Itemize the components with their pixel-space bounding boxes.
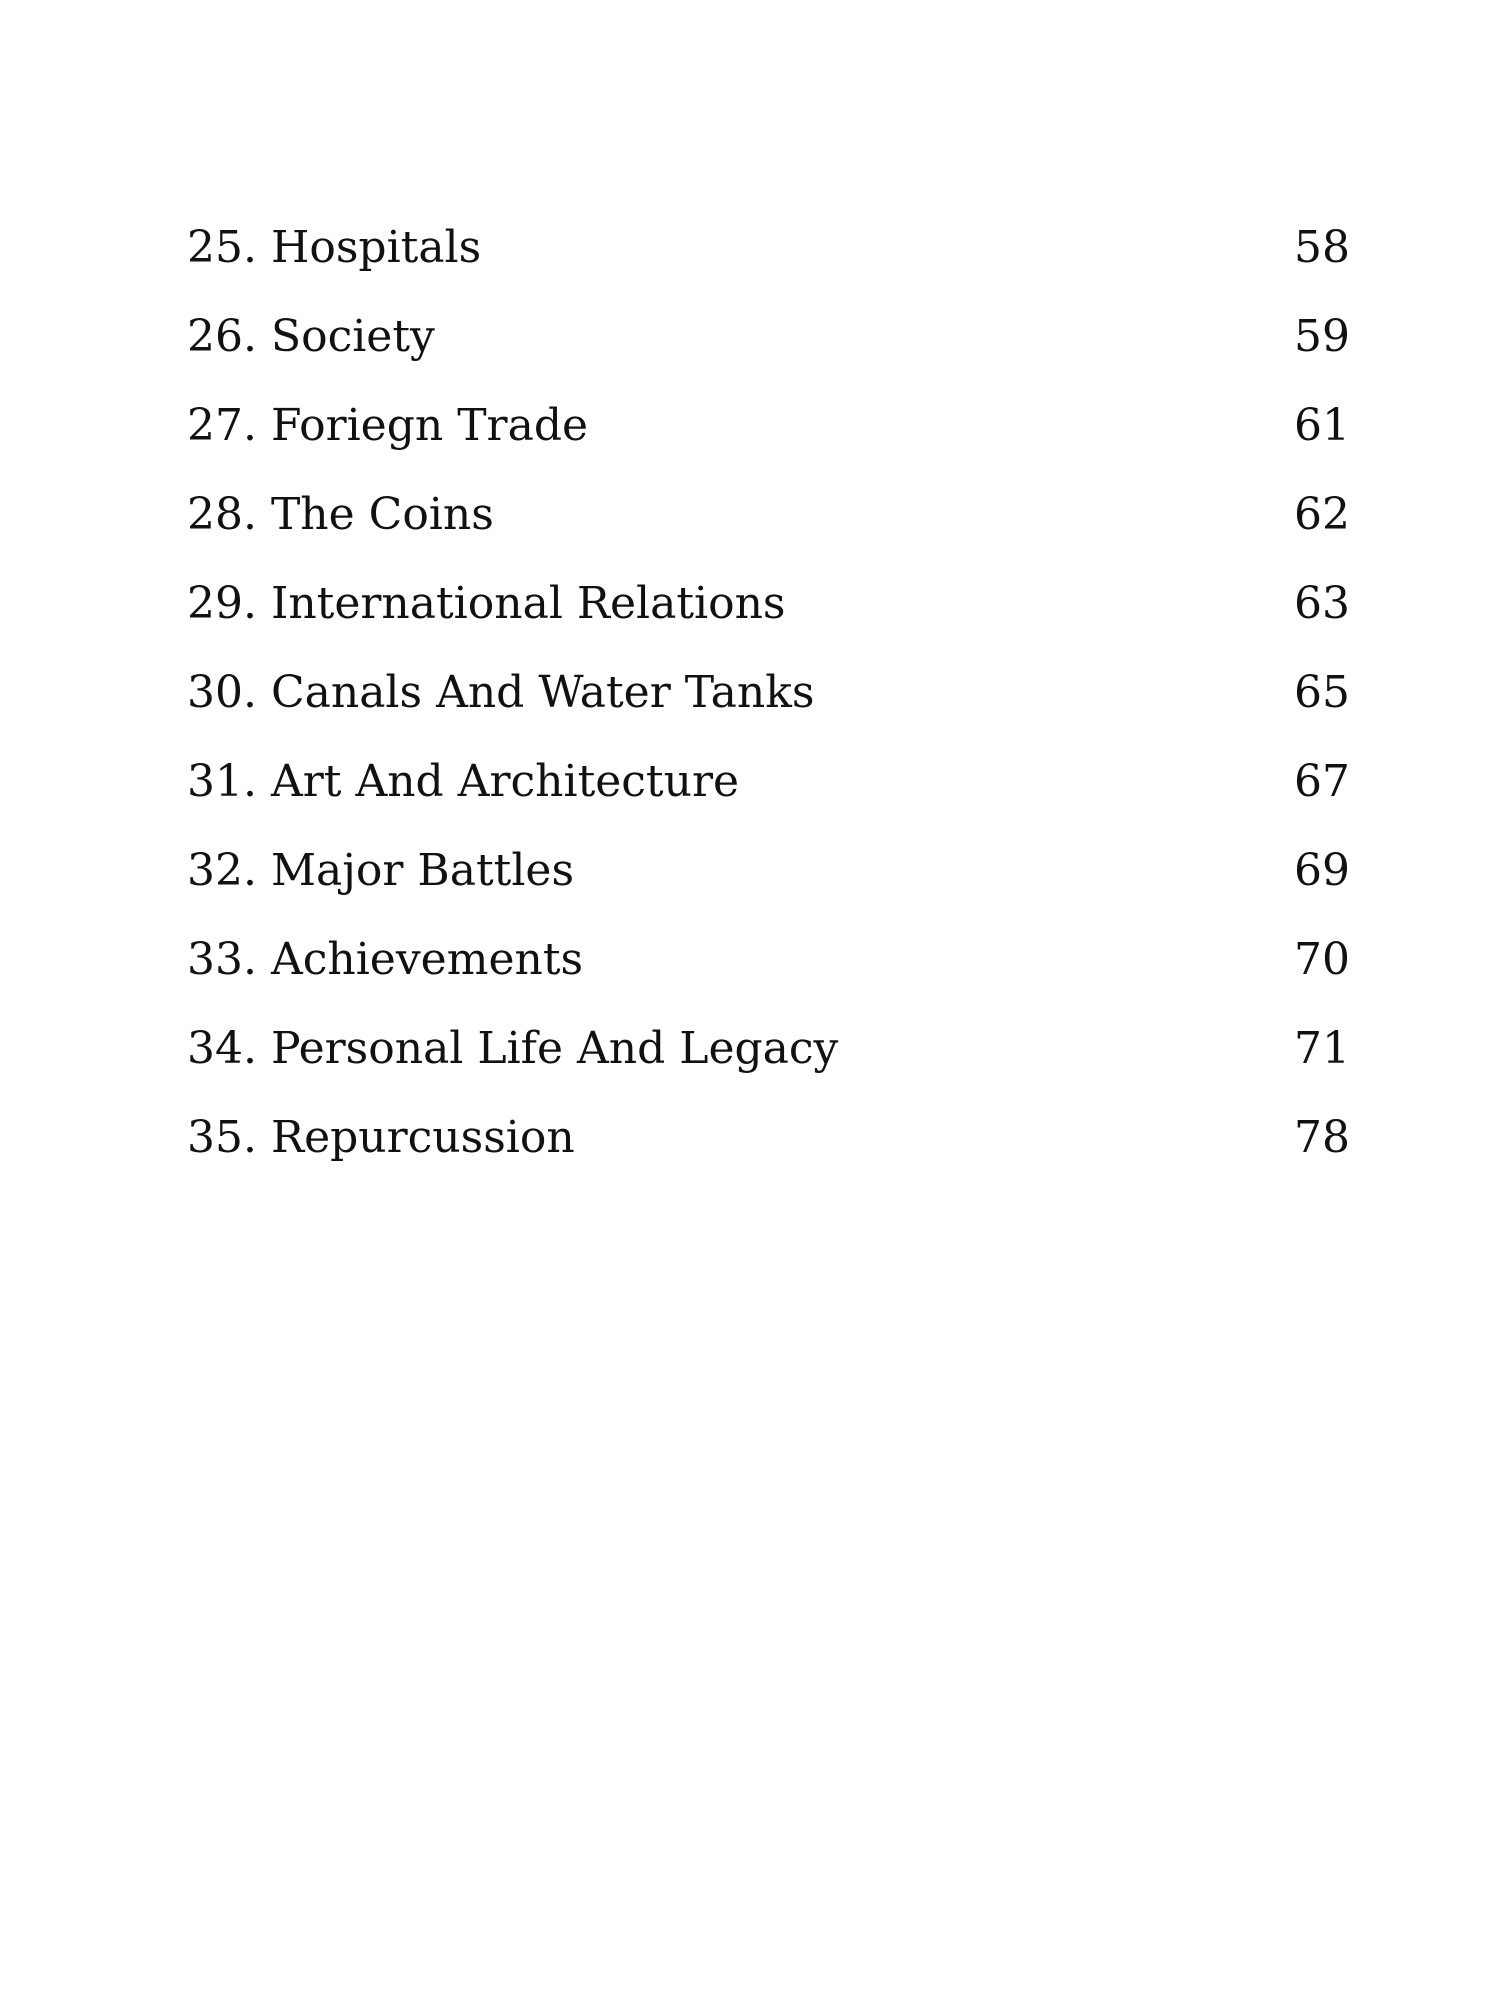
toc-entry [187, 1108, 1350, 1197]
toc-entry [187, 396, 1350, 485]
toc-entry [187, 1019, 1350, 1108]
toc-entry-title: 29. International Relations [187, 578, 786, 629]
toc-entry-title: 27. Foriegn Trade [187, 400, 589, 451]
toc-entry [187, 307, 1350, 396]
toc-entry-page: 70 [1294, 934, 1350, 985]
toc-entry-page: 58 [1294, 222, 1350, 273]
toc-entry-page: 78 [1294, 1112, 1350, 1163]
toc-entry [187, 930, 1350, 1019]
toc-entry-title: 32. Major Battles [187, 845, 575, 896]
toc-entry-page: 71 [1294, 1023, 1350, 1074]
toc-entry-title: 33. Achievements [187, 934, 584, 985]
toc-entry-page: 69 [1294, 845, 1350, 896]
toc-entry-title: 25. Hospitals [187, 222, 482, 273]
toc-entry-title: 31. Art And Architecture [187, 756, 740, 807]
toc-entry [187, 218, 1350, 307]
toc-entry [187, 841, 1350, 930]
toc-entry-title: 26. Society [187, 311, 435, 362]
toc-entry-page: 61 [1294, 400, 1350, 451]
toc-entry [187, 663, 1350, 752]
toc-entry-title: 30. Canals And Water Tanks [187, 667, 815, 718]
toc-entry-title: 35. Repurcussion [187, 1112, 575, 1163]
table-of-contents [187, 218, 1350, 1197]
toc-entry-page: 63 [1294, 578, 1350, 629]
toc-entry-page: 62 [1294, 489, 1350, 540]
toc-entry-page: 67 [1294, 756, 1350, 807]
toc-entry [187, 574, 1350, 663]
toc-entry-page: 59 [1294, 311, 1350, 362]
toc-entry [187, 752, 1350, 841]
toc-entry-title: 34. Personal Life And Legacy [187, 1023, 839, 1074]
toc-entry-title: 28. The Coins [187, 489, 494, 540]
toc-entry [187, 485, 1350, 574]
toc-entry-page: 65 [1294, 667, 1350, 718]
